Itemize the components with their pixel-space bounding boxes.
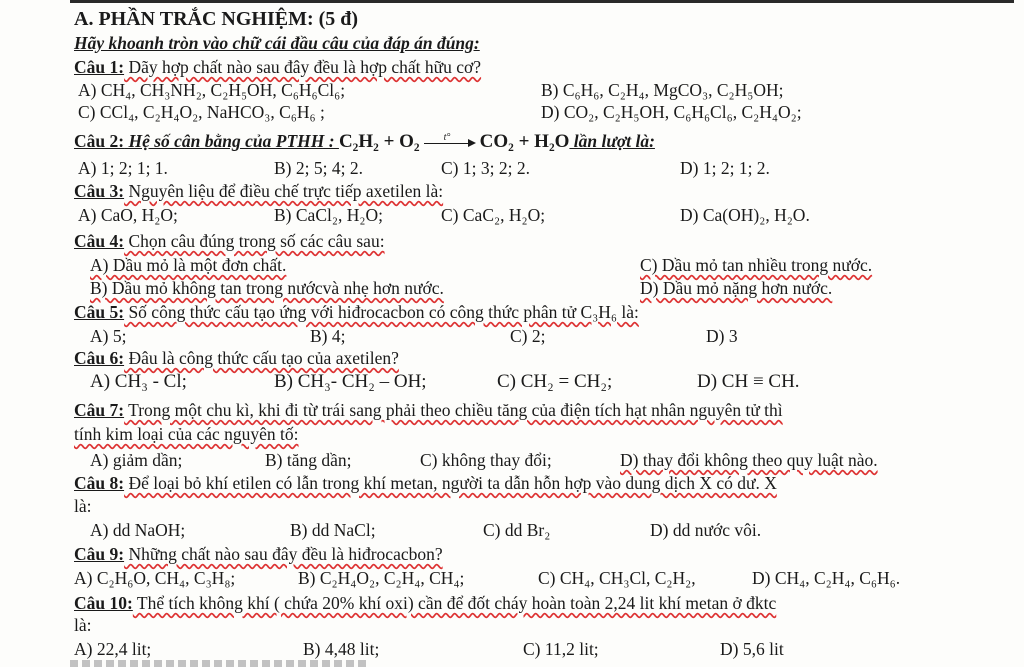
question-text: Trong một chu kì, khi đi từ trái sang phải theo chiều tăng của điện tích hạt nhân nguyên tử thì xyxy=(124,400,783,420)
q4-option-b: B) Dầu mỏ không tan trong nướcvà nhẹ hơn nước. xyxy=(90,278,444,298)
question-3 xyxy=(74,180,443,202)
question-text: Số công thức cấu tạo ứng với hiđrocacbon có công thức phân tử C₃H₆ là: xyxy=(124,302,639,322)
question-10 xyxy=(74,592,776,614)
question-label: Câu 1: xyxy=(74,57,125,77)
q6-option-b: B) CH₃- CH₂ – OH; xyxy=(274,371,427,392)
q6-option-d: D) CH ≡ CH. xyxy=(697,371,800,392)
q10-option-c: C) 11,2 lit; xyxy=(523,639,599,659)
q4-option-d: D) Dầu mỏ nặng hơn nước. xyxy=(640,278,833,298)
top-rule xyxy=(70,0,1014,3)
q1-option-c: C) CCl₄, C₂H₄O₂, NaHCO₃, C₆H₆ ; xyxy=(78,102,325,122)
q2-option-d: D) 1; 2; 1; 2. xyxy=(680,158,770,178)
question-label: Câu 2: xyxy=(74,131,125,151)
q10-option-d: D) 5,6 lit xyxy=(720,639,784,659)
question-text: Dãy hợp chất nào sau đây đều là hợp chất hữu cơ? xyxy=(124,57,482,77)
question-9 xyxy=(74,543,443,565)
arrow-label: t° xyxy=(443,131,451,143)
question-text-end: lần lượt là: xyxy=(569,131,655,151)
reaction-arrow-icon xyxy=(424,131,476,149)
question-text: Để loại bỏ khí etilen có lẫn trong khí metan, người ta dẫn hỗn hợp vào dung dịch X có dư. X xyxy=(124,473,777,493)
question-label: Câu 7: xyxy=(74,400,125,420)
instruction: Hãy khoanh tròn vào chữ cái đầu câu của đáp án đúng: xyxy=(74,33,480,53)
q2-option-a: A) 1; 2; 1; 1. xyxy=(78,158,168,178)
equation-right: CO₂ + H₂O xyxy=(479,131,570,152)
q4-option-a: A) Dầu mỏ là một đơn chất. xyxy=(90,255,287,275)
question-label: Câu 4: xyxy=(74,231,125,251)
question-7-cont: tính kim loại của các nguyên tố: xyxy=(74,424,299,444)
question-text: Đâu là công thức cấu tạo của axetilen? xyxy=(124,348,399,368)
question-10-cont: là: xyxy=(74,615,92,635)
question-7 xyxy=(74,399,783,421)
q8-option-a: A) dd NaOH; xyxy=(90,520,186,540)
question-label: Câu 3: xyxy=(74,181,125,201)
q9-option-c: C) CH₄, CH₃Cl, C₂H₂, xyxy=(538,568,696,588)
q8-option-d: D) dd nước vôi. xyxy=(650,520,762,540)
q1-option-d: D) CO₂, C₂H₅OH, C₆H₆Cl₆, C₂H₄O₂; xyxy=(541,102,802,122)
question-label: Câu 10: xyxy=(74,593,133,613)
q7-option-d: D) thay đổi không theo quy luật nào. xyxy=(620,450,878,470)
cut-off-text-row xyxy=(70,660,370,667)
q7-option-a: A) giảm dần; xyxy=(90,450,183,470)
q9-option-d: D) CH₄, C₂H₄, C₆H₆. xyxy=(752,568,901,588)
q1-option-b: B) C₆H₆, C₂H₄, MgCO₃, C₂H₅OH; xyxy=(541,80,784,100)
q9-option-a: A) C₂H₆O, CH₄, C₃H₈; xyxy=(74,568,236,588)
q7-option-b: B) tăng dần; xyxy=(265,450,352,470)
question-text: Chọn câu đúng trong số các câu sau: xyxy=(124,231,385,251)
section-title: A. PHẦN TRẮC NGHIỆM: (5 đ) xyxy=(74,8,359,30)
q4-option-c: C) Dầu mỏ tan nhiều trong nước. xyxy=(640,255,873,275)
q5-option-c: C) 2; xyxy=(510,326,546,346)
question-label: Câu 8: xyxy=(74,473,125,493)
q3-option-a: A) CaO, H₂O; xyxy=(78,205,178,225)
q5-option-b: B) 4; xyxy=(310,326,346,346)
q8-option-c: C) dd Br₂ xyxy=(483,520,551,540)
equation-left: C₂H₂ + O₂ xyxy=(338,131,420,152)
q3-option-d: D) Ca(OH)₂, H₂O. xyxy=(680,205,810,225)
question-1 xyxy=(74,56,481,78)
q3-option-c: C) CaC₂, H₂O; xyxy=(441,205,546,225)
question-2 xyxy=(74,130,655,153)
q5-option-a: A) 5; xyxy=(90,326,127,346)
q7-option-c: C) không thay đổi; xyxy=(420,450,552,470)
q10-option-a: A) 22,4 lit; xyxy=(74,639,152,659)
question-label: Câu 9: xyxy=(74,544,125,564)
question-label: Câu 6: xyxy=(74,348,125,368)
q1-option-a: A) CH₄, CH₃NH₂, C₂H₅OH, C₆H₆Cl₆; xyxy=(78,80,346,100)
q3-option-b: B) CaCl₂, H₂O; xyxy=(274,205,383,225)
question-text: Những chất nào sau đây đều là hiđrocacbon? xyxy=(124,544,443,564)
q9-option-b: B) C₂H₄O₂, C₂H₄, CH₄; xyxy=(298,568,465,588)
question-8-cont: là: xyxy=(74,496,92,516)
question-text: Nguyên liệu để điều chế trực tiếp axetilen là: xyxy=(124,181,444,201)
question-8 xyxy=(74,472,777,494)
q6-option-a: A) CH₃ - Cl; xyxy=(90,371,187,392)
question-label: Câu 5: xyxy=(74,302,125,322)
q8-option-b: B) dd NaCl; xyxy=(290,520,376,540)
q2-option-b: B) 2; 5; 4; 2. xyxy=(274,158,363,178)
q6-option-c: C) CH₂ = CH₂; xyxy=(497,371,613,392)
question-6 xyxy=(74,347,399,369)
q2-option-c: C) 1; 3; 2; 2. xyxy=(441,158,530,178)
q5-option-d: D) 3 xyxy=(706,326,738,346)
question-text: Hệ số cân bằng của PTHH : xyxy=(124,131,339,151)
question-text: Thể tích không khí ( chứa 20% khí oxi) cần để đốt cháy hoàn toàn 2,24 lit khí metan ở đktc xyxy=(132,593,777,613)
question-5 xyxy=(74,301,639,323)
q10-option-b: B) 4,48 lit; xyxy=(303,639,380,659)
question-4 xyxy=(74,230,385,252)
